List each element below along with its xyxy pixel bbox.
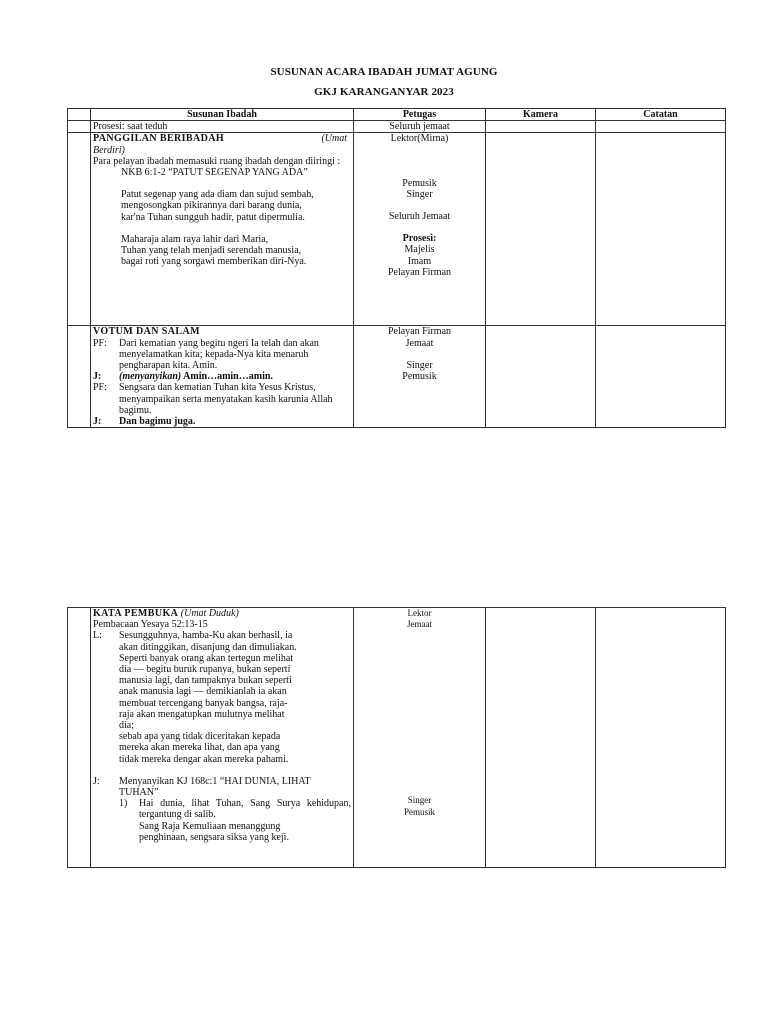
panggilan-song: NKB 6:1-2 “PATUT SEGENAP YANG ADA” xyxy=(121,167,308,179)
reading-text: Sesungguhnya, hamba-Ku akan berhasil, ia akan ditinggikan, disanjung dan dimuliakan. Seperti banyak orang akan tertegun melihat dia — begitu buruk rupanya, bukan seperti manusia lagi, dan tampaknya bukan seperti anak manusia lagi — demikianlah ia akan membuat tercengang banyak bangsa, raja- raja akan mengatupkan mulutnya melihat dia; sebab apa yang tidak diceritakan kepada mereka akan mereka lihat, dan apa yang tidak mereka dengar akan mereka pahami. xyxy=(119,630,297,765)
kata-pembuka-heading: KATA PEMBUKA xyxy=(93,608,179,619)
panggilan-stanza-1: Patut segenap yang ada diam dan sujud sembah, mengosongkan pikirannya dari barang dunia, kar'na Tuhan sungguh hadir, patut dipermulia. xyxy=(121,189,314,223)
table-row-panggilan xyxy=(68,133,726,326)
table-row-votum xyxy=(68,326,726,428)
panggilan-heading: PANGGILAN BERIBADAH xyxy=(93,133,225,145)
document-title: SUSUNAN ACARA IBADAH JUMAT AGUNG xyxy=(270,66,498,78)
prosesi-petugas: Seluruh jemaat xyxy=(354,121,486,133)
prosesi-text: Prosesi: saat teduh xyxy=(91,121,354,133)
panggilan-petugas: Lektor(Mirna) Pemusik Singer Seluruh Jemaat Prosesi: Majelis Imam Pelayan Firman xyxy=(354,133,486,326)
worship-order-table-2 xyxy=(67,607,726,868)
votum-heading: VOTUM DAN SALAM xyxy=(93,326,200,338)
votum-content: VOTUM DAN SALAM PF: Dari kematian yang begitu ngeri Ia telah dan akan menyelamatkan kita; kepada-Nya kita menaruh pengharapan kita. Amin. J: (menyanyikan) Amin…amin…amin. PF: Sengsara dan kematian Tuhan kita Yesus Kristus, menyampaikan serta menyatakan kasih karunia Allah bagimu. J: Dan bagimu juga. xyxy=(91,326,354,428)
song-verse: 1) Hai dunia, lihat Tuhan, Sang Surya kehidupan, tergantung di salib. Sang Raja Kemuliaan menanggung penghinaan, sengsara siksa yang keji. xyxy=(119,798,351,843)
panggilan-content xyxy=(91,133,354,326)
header-susunan: Susunan Ibadah xyxy=(91,109,354,121)
song-title: Menyanyikan KJ 168c:1 “HAI DUNIA, LIHAT TUHAN” xyxy=(119,775,311,799)
header-number xyxy=(68,109,91,121)
worship-order-table-1 xyxy=(67,108,726,428)
panggilan-stanza-2: Maharaja alam raya lahir dari Maria, Tuhan yang telah menjadi serendah manusia, bagai roti yang sorgawi memberikan diri-Nya. xyxy=(121,233,307,268)
header-kamera: Kamera xyxy=(486,109,596,121)
votum-petugas: Pelayan Firman Jemaat Singer Pemusik xyxy=(354,326,486,428)
table-row-prosesi xyxy=(68,121,726,133)
panggilan-intro: Para pelayan ibadah memasuki ruang ibadah dengan diiringi : xyxy=(93,155,341,167)
panggilan-note-1: (Umat xyxy=(321,133,347,145)
kata-pembuka-reading: Pembacaan Yesaya 52:13-15 xyxy=(93,619,208,631)
kata-pembuka-petugas: Lektor Jemaat Singer Pemusik xyxy=(354,608,486,868)
table-row-kata-pembuka xyxy=(68,608,726,868)
panggilan-note-2: Berdiri) xyxy=(93,144,125,156)
document-subtitle: GKJ KARANGANYAR 2023 xyxy=(314,86,454,98)
kata-pembuka-note: (Umat Duduk) xyxy=(180,608,239,619)
kata-pembuka-content: KATA PEMBUKA (Umat Duduk) Pembacaan Yesaya 52:13-15 L: Sesungguhnya, hamba-Ku akan berhasil, ia akan ditinggikan, disanjung dan dimuliakan. Seperti banyak orang akan tertegun melihat dia — begitu buruk rupanya, bukan seperti manusia lagi, dan tampaknya bukan seperti anak manusia lagi — demikianlah ia akan membuat tercengang banyak bangsa, raja- raja akan mengatupkan mulutnya melihat dia; sebab apa yang tidak diceritakan kepada mereka akan mereka lihat, dan apa yang tidak mereka dengar akan mereka pahami. J: Menyanyikan KJ 168c:1 “HAI DUNIA, LIHAT TUHAN” 1) Hai dunia, lihat Tuhan, Sang Surya kehidupan, tergantung di salib. Sang Raja Kemuliaan menanggung penghinaan, sengsara siksa yang keji. xyxy=(91,608,354,868)
header-catatan: Catatan xyxy=(596,109,726,121)
header-petugas: Petugas xyxy=(354,109,486,121)
table-header-row xyxy=(68,109,726,121)
